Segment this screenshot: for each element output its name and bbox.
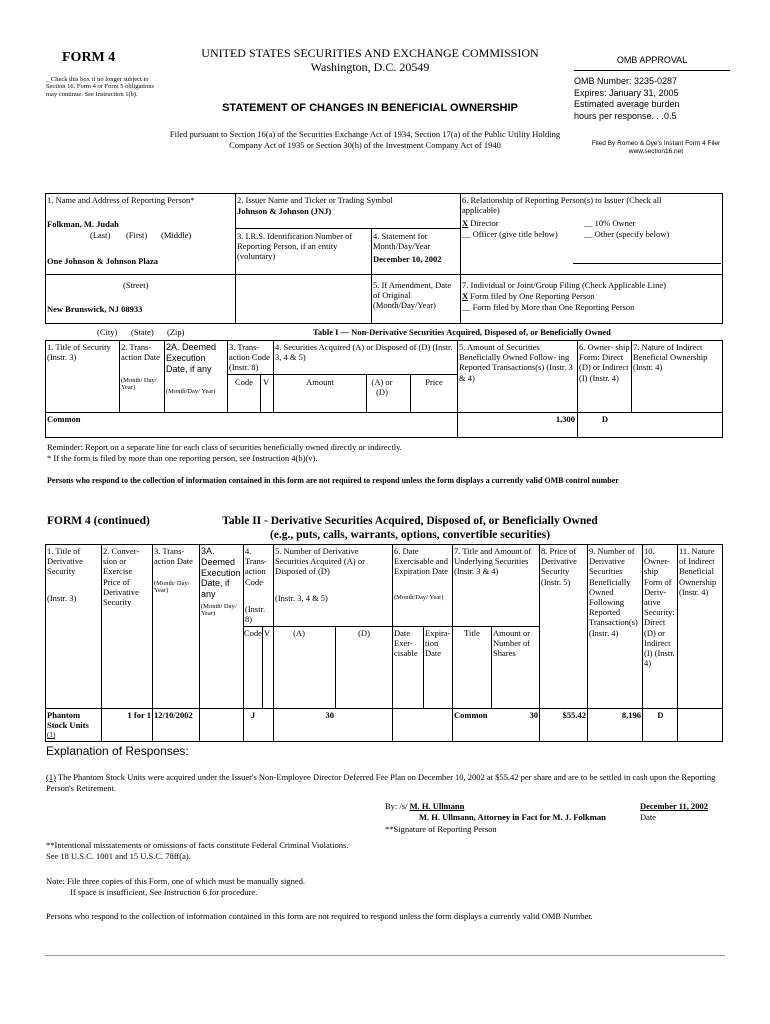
persons-notice-footer: Persons who respond to the collection of information contained in this form are not required to respond unless the form displays a currently valid OMB Number. xyxy=(46,911,593,921)
section1-label: 1. Name and Address of Reporting Person* xyxy=(47,195,195,205)
t2-row-owned: 8,196 xyxy=(621,710,641,720)
t1-h4-price: Price xyxy=(425,377,443,387)
footnote-mark[interactable]: (1) xyxy=(46,772,56,782)
explanation-footnote xyxy=(46,772,726,794)
ten-pct-owner-checkbox[interactable]: __ 10% Owner xyxy=(584,218,636,228)
one-person-checkbox[interactable]: X xyxy=(462,291,469,301)
check-box-text[interactable]: _ Check this box if no longer subject to Section 16. Form 4 or Form 5 obligations may continue. See Instruction 1(b). xyxy=(46,76,154,98)
t2-row-form: D xyxy=(657,710,664,720)
omb-number: OMB Number: 3235-0287 xyxy=(574,76,678,86)
t2-h10: 10. Owner- ship Form of Deriv- ative Security: Direct (D) or Indirect (I) (Instr. 4) xyxy=(644,546,675,669)
reminder-note: * If the form is filed by more than one reporting person, see Instruction 4(b)(v). xyxy=(47,453,318,463)
t2-h8: 8. Price of Derivative Security (Instr. 5) xyxy=(541,546,577,587)
label-city: (City) xyxy=(97,327,118,337)
t2-h6-ex: Date Exer- cisable xyxy=(394,628,418,659)
filed-pursuant: Filed pursuant to Section 16(a) of the Securities Exchange Act of 1934, Section 17(a) of the Public Utility Holding Company Act of 1935 or Section 30(h) of the Investment Company Act of 1940 xyxy=(169,129,561,151)
t2-h2: 2. Conver- sion or Exercise Price of Derivative Security xyxy=(103,546,140,607)
t2-row-conv: 1 for 1 xyxy=(127,710,151,720)
omb-approval: OMB APPROVAL xyxy=(616,55,688,65)
t2-h6-sub: (Month/Day/ Year) xyxy=(394,594,444,601)
footnote-text: The Phantom Stock Units were acquired under the Issuer's Non-Employee Director Deferred Fee Plan on December 10, 2002 at $55.42 per share and are to be settled in cash upon the Reporting Person's Retirement. xyxy=(46,772,716,794)
t2-h1: 1. Title of Derivative Security xyxy=(47,546,83,577)
t2-row-a: 30 xyxy=(325,710,334,720)
t2-h5-d: (D) xyxy=(358,628,370,638)
t2-h4-instr: (Instr. 8) xyxy=(245,604,266,625)
t2-row-title: Phantom Stock Units xyxy=(47,710,89,731)
table2-subtitle: (e.g., puts, calls, warrants, options, convertible securities) xyxy=(269,529,551,542)
t1-h5: 5. Amount of Securities Beneficially Owned Follow- ing Reported Transactions(s) (Instr. 3 & 4) xyxy=(459,342,573,383)
t2-h6-exp: Expira- tion Date xyxy=(425,628,451,659)
section2-label: 2. Issuer Name and Ticker or Trading Symbol xyxy=(237,195,393,205)
t2-h3a-sub: (Month/ Day/ Year) xyxy=(201,603,237,618)
signature-date-label: Date xyxy=(640,812,657,823)
t2-h1-instr: (Instr. 3) xyxy=(47,593,77,603)
more-persons-checkbox[interactable]: __ Form filed by More than One Reporting Person xyxy=(462,302,635,312)
address-line1: One Johnson & Johnson Plaza xyxy=(47,256,158,266)
t2-h4-code: Code xyxy=(244,628,262,638)
section7-label: 7. Individual or Joint/Group Filing (Check Applicable Line) xyxy=(462,280,666,290)
omb-burden: Estimated average burden xyxy=(574,99,680,110)
t1-h7: 7. Nature of Indirect Beneficial Ownership (Instr. 4) xyxy=(633,342,708,373)
t2-h5-instr: (Instr. 3, 4 & 5) xyxy=(275,593,328,603)
t2-row-ul-title: Common xyxy=(454,710,488,720)
t2-row-code: J xyxy=(250,710,256,720)
t2-h6: 6. Date Exercisable and Expiration Date xyxy=(394,546,449,577)
label-first: (First) xyxy=(126,230,148,240)
t2-h9: 9. Number of Derivative Securities Beneficially Owned Following Reported Transaction(s) (Instr. 4) xyxy=(589,546,638,638)
statement-date: December 10, 2002 xyxy=(373,254,442,264)
t2-h11: 11. Nature of Indirect Beneficial Ownership (Instr. 4) xyxy=(679,546,717,597)
t1-h4-aord: (A) or (D) xyxy=(371,377,393,398)
t1-h4: 4. Securities Acquired (A) or Disposed of (D) (Instr. 3, 4 & 5) xyxy=(275,342,453,363)
statement-title: STATEMENT OF CHANGES IN BENEFICIAL OWNERSHIP xyxy=(222,102,518,114)
form-title: FORM 4 xyxy=(62,50,116,65)
t1-row-amount: 1,300 xyxy=(555,414,575,424)
insufficient-space-note: If space is insufficient, See Instruction 6 for procedure. xyxy=(70,887,258,898)
one-person-label: Form filed by One Reporting Person xyxy=(470,291,595,301)
omb-expires: Expires: January 31, 2005 xyxy=(574,87,679,98)
t2-h3-sub: (Month/ Day/ Year) xyxy=(154,580,190,595)
t2-h3: 3. Trans- action Date xyxy=(154,546,193,567)
label-middle: (Middle) xyxy=(161,230,192,240)
persons-notice-bold: Persons who respond to the collection of information contained in this form are not required to respond unless the form displays a currently valid OMB control number xyxy=(47,476,619,485)
label-state: (State) xyxy=(131,327,154,337)
t2-row-footnote[interactable]: (1) xyxy=(47,731,56,739)
filed-by: Filed By Romeo & Dye's Instant Form 4 Filer xyxy=(591,140,721,147)
section3-label: 3. I.R.S. Identification Number of Reporting Person, if an entity (voluntary) xyxy=(237,231,353,262)
table2-title: Table II - Derivative Securities Acquired, Disposed of, or Beneficially Owned xyxy=(222,515,598,527)
director-checkbox[interactable]: X xyxy=(462,218,469,228)
t1-h2a: 2A. Deemed Execution Date, if any xyxy=(166,342,217,374)
signature-by: By: /s/ xyxy=(385,801,408,811)
other-checkbox[interactable]: __ Other (specify below) xyxy=(584,229,670,239)
t1-h3-code: Code xyxy=(235,377,253,387)
t1-row-title: Common xyxy=(47,414,81,424)
signature-signer-full: M. H. Ullmann, Attorney in Fact for M. J. Folkman xyxy=(419,812,606,823)
label-street: (Street) xyxy=(123,280,149,290)
t2-h4-v: V xyxy=(264,628,271,638)
t2-h5: 5. Number of Derivative Securities Acquired (A) or Disposed of (D) xyxy=(275,546,365,577)
t2-row-date: 12/10/2002 xyxy=(154,710,193,720)
reminder: Reminder: Report on a separate line for each class of securities beneficially owned directly or indirectly. xyxy=(47,442,402,452)
t1-row-form: D xyxy=(601,414,609,424)
officer-checkbox[interactable]: __ Officer (give title below) xyxy=(462,229,558,239)
t2-h5-a: (A) xyxy=(293,628,305,638)
address-city-state: New Brunswick, NJ 08933 xyxy=(47,304,143,314)
signature-label: **Signature of Reporting Person xyxy=(385,823,497,834)
t2-row-ul-amount: 30 xyxy=(529,710,538,720)
form4-continued: FORM 4 (continued) xyxy=(47,515,150,527)
agency-name: UNITED STATES SECURITIES AND EXCHANGE COMMISSION xyxy=(201,46,539,60)
table1-title: Table I — Non-Derivative Securities Acquired, Disposed of, or Beneficially Owned xyxy=(313,327,611,337)
t1-h1: 1. Title of Security (Instr. 3) xyxy=(47,342,111,363)
misstatements-note: **Intentional misstatements or omissions of facts constitute Federal Criminal Violations. xyxy=(46,840,349,850)
t1-h3-v: V xyxy=(263,377,270,387)
t2-h7: 7. Title and Amount of Underlying Securities (Instr. 3 & 4) xyxy=(454,546,532,577)
signature-signer: M. H. Ullmann xyxy=(409,801,465,811)
section4-label: 4. Statement for Month/Day/Year xyxy=(373,231,431,252)
t1-h2: 2. Trans- action Date xyxy=(121,342,160,363)
label-last: (Last) xyxy=(90,230,111,240)
t2-h7-title: Title xyxy=(464,628,480,638)
explanation-heading: Explanation of Responses: xyxy=(46,744,189,758)
director-label: Director xyxy=(470,218,499,228)
t1-h3: 3. Trans- action Code (Instr. 8) xyxy=(229,342,270,373)
signature-date: December 11, 2002 xyxy=(640,801,709,811)
t1-h4-amount: Amount xyxy=(306,377,334,387)
filer-url: www.section16.net xyxy=(628,148,684,156)
issuer-name: Johnson & Johnson (JNJ) xyxy=(237,206,332,216)
omb-hours: hours per response. . .0.5 xyxy=(574,111,677,122)
file-copies-note: Note: File three copies of this Form, one of which must be manually signed. xyxy=(46,876,305,886)
t1-h2-sub: (Month/ Day/ Year) xyxy=(121,377,157,392)
t2-row-price: $55.42 xyxy=(562,710,586,720)
label-zip: (Zip) xyxy=(167,327,185,337)
section6-label: 6. Relationship of Reporting Person(s) to Issuer (Check all applicable) xyxy=(462,195,662,216)
agency-location: Washington, D.C. 20549 xyxy=(310,60,430,75)
section5-label: 5. If Amendment, Date of Original (Month/Day/Year) xyxy=(373,280,452,311)
reporting-person-name: Folkman, M. Judah xyxy=(47,219,119,229)
t2-h3a: 3A. Deemed Execution Date, if any xyxy=(201,546,241,600)
t1-h6: 6. Owner- ship Form: Direct (D) or Indirect (I) (Instr. 4) xyxy=(579,342,630,383)
t1-h2a-sub: (Month/Day/ Year) xyxy=(166,388,216,395)
t2-h7-amount: Amount or Number of Shares xyxy=(493,628,531,659)
t2-h4: 4. Trans- action Code xyxy=(245,546,267,587)
usc-note: See 18 U.S.C. 1001 and 15 U.S.C. 78ff(a). xyxy=(46,851,191,862)
